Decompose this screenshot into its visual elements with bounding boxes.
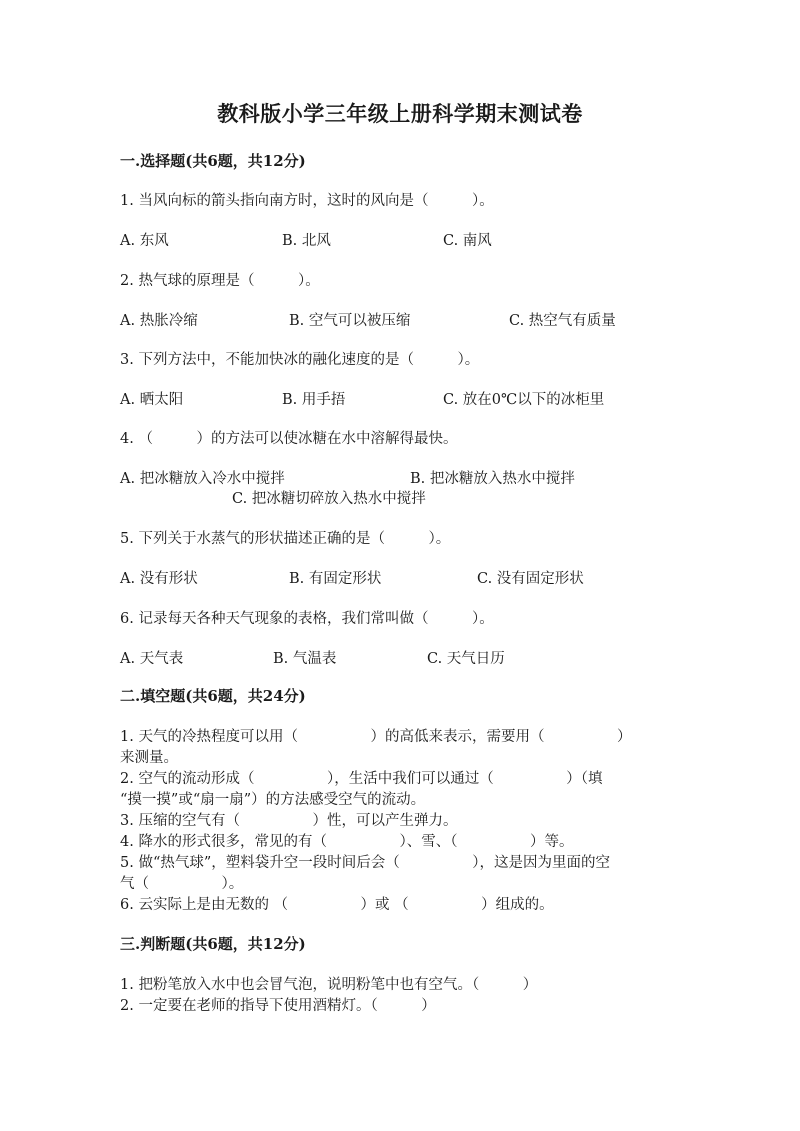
fill-line: 2. 空气的流动形成（ ），生活中我们可以通过（ ）（填 bbox=[120, 771, 603, 787]
fill-line: “摸一摸”或“扇一扇”）的方法感受空气的流动。 bbox=[120, 792, 426, 808]
judge-line: 1. 把粉笔放入水中也会冒气泡，说明粉笔中也有空气。（ ） bbox=[120, 977, 538, 993]
option-a: A. 晒太阳 bbox=[120, 392, 184, 408]
fill-line: 5. 做“热气球”，塑料袋升空一段时间后会（ ），这是因为里面的空 bbox=[120, 855, 611, 871]
section-heading-judge: 三.判断题(共6题，共12分) bbox=[120, 935, 306, 953]
page-title: 教科版小学三年级上册科学期末测试卷 bbox=[217, 101, 583, 126]
fill-line: 气（ ）。 bbox=[120, 876, 244, 892]
section-heading-fill: 二.填空题(共6题，共24分) bbox=[120, 687, 306, 705]
option-a: A. 热胀冷缩 bbox=[120, 313, 198, 329]
question-stem: 2. 热气球的原理是（ ）。 bbox=[120, 273, 320, 289]
option-a: A. 没有形状 bbox=[120, 571, 198, 587]
option-b: B. 用手捂 bbox=[282, 392, 346, 408]
option-c: C. 热空气有质量 bbox=[509, 313, 616, 329]
option-a: A. 把冰糖放入冷水中搅拌 bbox=[120, 471, 285, 487]
option-a: A. 天气表 bbox=[120, 651, 184, 667]
option-b: B. 北风 bbox=[282, 233, 331, 249]
question-stem: 1. 当风向标的箭头指向南方时，这时的风向是（ ）。 bbox=[120, 193, 494, 209]
option-b: B. 空气可以被压缩 bbox=[289, 313, 411, 329]
fill-line: 4. 降水的形式很多，常见的有（ ）、雪、（ ）等。 bbox=[120, 834, 574, 850]
option-b: B. 气温表 bbox=[273, 651, 337, 667]
option-c: C. 南风 bbox=[443, 233, 492, 249]
fill-line: 6. 云实际上是由无数的 （ ）或 （ ）组成的。 bbox=[120, 897, 554, 913]
option-c: C. 没有固定形状 bbox=[477, 571, 584, 587]
question-stem: 6. 记录每天各种天气现象的表格，我们常叫做（ ）。 bbox=[120, 611, 494, 627]
option-a: A. 东风 bbox=[120, 233, 169, 249]
fill-line: 1. 天气的冷热程度可以用（ ）的高低来表示，需要用（ ） bbox=[120, 729, 632, 745]
judge-line: 2. 一定要在老师的指导下使用酒精灯。（ ） bbox=[120, 998, 436, 1014]
question-stem: 4. （ ）的方法可以使冰糖在水中溶解得最快。 bbox=[120, 431, 458, 447]
fill-line: 来测量。 bbox=[120, 750, 178, 766]
option-b: B. 把冰糖放入热水中搅拌 bbox=[410, 471, 575, 487]
option-c: C. 天气日历 bbox=[427, 651, 505, 667]
fill-line: 3. 压缩的空气有（ ）性，可以产生弹力。 bbox=[120, 813, 458, 829]
section-heading-choice: 一.选择题(共6题，共12分) bbox=[120, 152, 306, 170]
question-stem: 5. 下列关于水蒸气的形状描述正确的是（ ）。 bbox=[120, 531, 451, 547]
option-c: C. 把冰糖切碎放入热水中搅拌 bbox=[232, 491, 426, 507]
option-c: C. 放在0℃以下的冰柜里 bbox=[443, 392, 605, 408]
option-b: B. 有固定形状 bbox=[289, 571, 382, 587]
question-stem: 3. 下列方法中，不能加快冰的融化速度的是（ ）。 bbox=[120, 352, 480, 368]
